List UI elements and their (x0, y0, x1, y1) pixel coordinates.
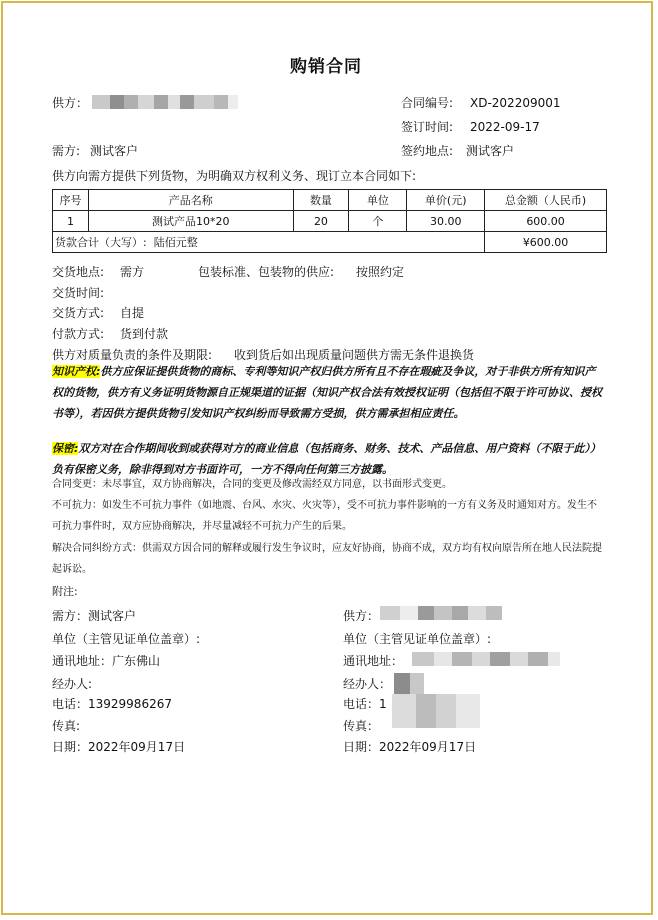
intro-text: 供方向需方提供下列货物，为明确双方权利义务、现订立本合同如下: (52, 169, 417, 183)
delivery-time-label: 交货时间: (52, 286, 105, 300)
right-date: 日期：2022年09月17日 (343, 740, 477, 754)
payment-label: 付款方式: (52, 327, 105, 341)
right-unit: 单位（主管见证单位盖章）: (343, 632, 492, 646)
buyer-label: 需方: (52, 144, 81, 158)
total-label: 货款合计（大写）: (55, 236, 147, 249)
left-unit: 单位（主管见证单位盖章）: (52, 632, 201, 646)
force-majeure-clause: 不可抗力：如发生不可抗力事件（如地震、台风、水灾、火灾等），受不可抗力事件影响的一方有义务及时通知对方。发生不可抗力事件时，双方应协商解决，并尽量减轻不可抗力产生的后果。 (52, 500, 597, 532)
right-party: 供方： (343, 609, 380, 623)
table-header-cell: 产品名称 (88, 190, 293, 211)
table-header-cell: 总金额（人民币) (485, 190, 607, 211)
redacted-right-party (380, 606, 502, 620)
delivery-method: 自提 (120, 306, 145, 320)
table-header-row (53, 190, 607, 211)
packing-label: 包装标准、包装物的供应: (198, 265, 335, 279)
left-party: 需方：测试客户 (52, 609, 137, 623)
table-total-row (53, 232, 607, 253)
delivery-place-label: 交货地点: (52, 265, 105, 279)
ip-label: 知识产权: (52, 365, 101, 378)
sign-place-label: 签约地点: (401, 144, 454, 158)
contract-title: 购销合同 (290, 57, 362, 77)
table-cell: 600.00 (485, 211, 607, 232)
packing-value: 按照约定 (356, 265, 405, 279)
delivery-method-label: 交货方式: (52, 306, 105, 320)
total-words: 陆佰元整 (153, 236, 198, 249)
confidential-label: 保密: (52, 442, 79, 455)
delivery-place: 需方 (120, 265, 145, 279)
left-fax: 传真: (52, 719, 81, 733)
quality-value: 收到货后如出现质量问题供方需无条件退换货 (234, 348, 475, 362)
table-cell: 30.00 (407, 211, 485, 232)
right-agent: 经办人： (343, 677, 392, 691)
table-header-cell: 单位 (349, 190, 407, 211)
contract-no: XD-202209001 (470, 96, 561, 110)
redacted-right-address (412, 652, 560, 666)
buyer-name: 测试客户 (90, 144, 139, 158)
table-header-cell: 序号 (53, 190, 89, 211)
supplier-label: 供方： (52, 96, 89, 110)
redacted-supplier-name (92, 95, 238, 109)
payment-value: 货到付款 (120, 327, 169, 341)
table-cell: 测试产品10*20 (88, 211, 293, 232)
table-header-cell: 数量 (293, 190, 349, 211)
goods-table (52, 189, 607, 253)
sign-time: 2022-09-17 (470, 120, 540, 134)
redacted-right-phone (392, 694, 480, 728)
table-header-cell: 单价(元) (407, 190, 485, 211)
table-cell: 1 (53, 211, 89, 232)
right-address: 通讯地址： (343, 654, 404, 668)
table-cell: 20 (293, 211, 349, 232)
total-amount: ¥600.00 (485, 232, 607, 253)
left-date: 日期：2022年09月17日 (52, 740, 186, 754)
quality-label: 供方对质量负责的条件及期限: (52, 348, 213, 362)
annex-label: 附注: (52, 585, 78, 598)
sign-place: 测试客户 (466, 144, 515, 158)
right-fax: 传真： (343, 719, 380, 733)
sign-time-label: 签订时间: (401, 120, 454, 134)
confidential-text: 双方对在合作期间收到或获得对方的商业信息（包括商务、财务、技术、产品信息、用户资料（不限于此））负有保密义务，除非得到对方书面许可，一方不得向任何第三方披露。 (52, 442, 601, 476)
right-phone: 电话：1 (343, 697, 387, 711)
left-agent: 经办人: (52, 677, 93, 691)
left-phone: 电话：13929986267 (52, 697, 172, 711)
table-cell: 个 (349, 211, 407, 232)
contract-no-label: 合同编号: (401, 96, 454, 110)
dispute-clause: 解决合同纠纷方式：供需双方因合同的解释或履行发生争议时，应友好协商，协商不成，双方均有权向原告所在地人民法院提起诉讼。 (52, 543, 602, 575)
left-address: 通讯地址：广东佛山 (52, 654, 161, 668)
change-clause: 合同变更：未尽事宜，双方协商解决，合同的变更及修改需经双方同意，以书面形式变更。 (52, 479, 452, 490)
total-words-cell (53, 232, 485, 253)
ip-text: 供方应保证提供货物的商标、专利等知识产权归供方所有且不存在瑕疵及争议，对于非供方所有知识产权的货物，供方有义务证明货物源自正规渠道的证据（知识产权合法有效授权证明（包括但不限于许可协议、授权书等），若因供方提供货物引发知识产权纠纷而导致需方受损，供方需承担相应责任。 (52, 365, 602, 420)
ip-clause (52, 361, 602, 424)
table-row (53, 211, 607, 232)
